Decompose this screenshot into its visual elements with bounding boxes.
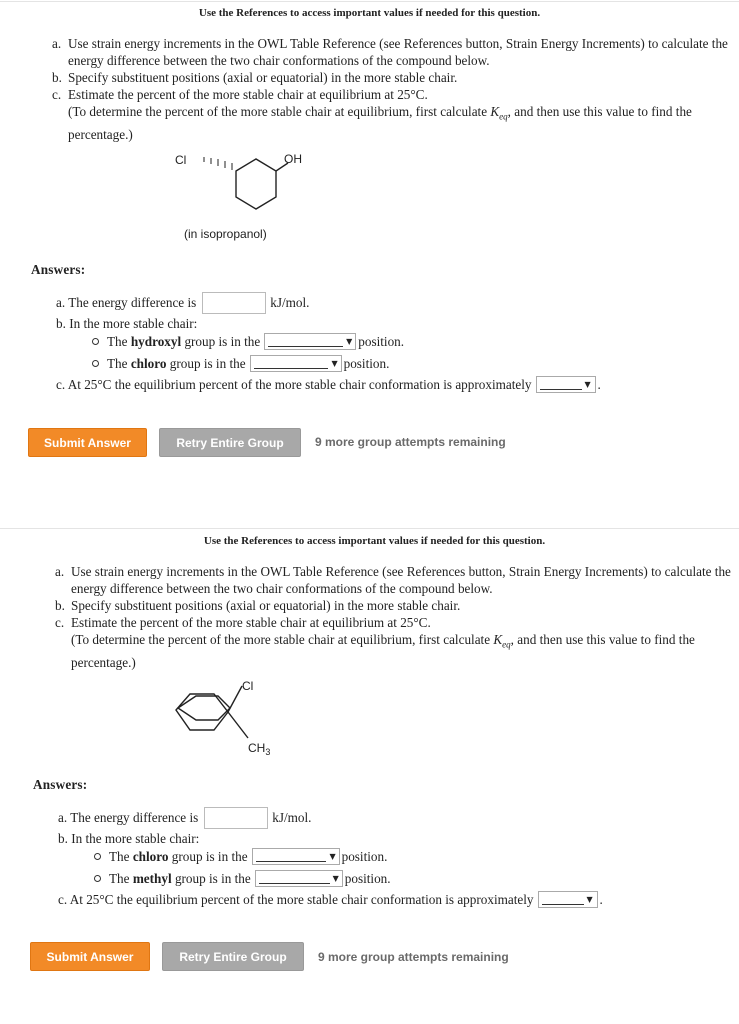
instruction-c-text: Estimate the percent of the more stable chair at equilibrium at 25°C. <box>71 615 431 630</box>
b1-mid: group is in the <box>171 848 248 864</box>
attempts-remaining: 9 more group attempts remaining <box>315 435 506 449</box>
note-post: , and then use this value to find the percentage.) <box>68 104 692 142</box>
answer-b-line-2 <box>58 831 199 847</box>
dropdown-arrow-icon: ▼ <box>584 380 591 389</box>
hydroxyl-label: OH <box>284 152 302 166</box>
chloro-position-select[interactable] <box>252 848 340 865</box>
answer-a-line-1 <box>56 292 309 314</box>
instruction-a-label: a. <box>55 564 65 579</box>
k-symbol: K <box>493 632 503 647</box>
answer-c-line-1 <box>56 376 601 393</box>
note-post: , and then use this value to find the percentage.) <box>71 632 695 670</box>
answer-b-prompt: b. In the more stable chair: <box>58 831 200 846</box>
instruction-b-label: b. <box>52 70 62 85</box>
answer-a-prompt: a. The energy difference is <box>56 295 197 310</box>
equilibrium-percent-select[interactable] <box>538 891 598 908</box>
dropdown-arrow-icon: ▼ <box>329 852 336 861</box>
answer-b1-line-1 <box>92 333 404 350</box>
b1-pre: The <box>109 848 130 864</box>
energy-difference-input[interactable] <box>204 807 268 829</box>
chloro-position-select[interactable] <box>250 355 342 372</box>
molecule-2-ring <box>170 672 290 762</box>
instruction-b-text: Specify substituent positions (axial or equatorial) in the more stable chair. <box>68 70 458 85</box>
b2-post: position. <box>344 870 391 886</box>
unit-label: kJ/mol. <box>272 810 312 825</box>
answer-c-line-2 <box>58 891 603 908</box>
b2-post: position. <box>343 355 390 371</box>
dropdown-arrow-icon: ▼ <box>346 337 353 346</box>
b2-pre: The <box>109 870 130 886</box>
question-1-header: Use the References to access important values if needed for this question. <box>198 7 541 19</box>
instruction-c-note <box>55 631 735 671</box>
b1-post: position. <box>358 333 405 349</box>
chloro-group-label: chloro <box>132 848 169 864</box>
b1-pre: The <box>107 333 128 349</box>
instruction-c-label: c. <box>55 615 65 630</box>
equilibrium-percent-select[interactable] <box>536 376 596 393</box>
methyl-label: $CH_3$ <box>248 741 271 757</box>
note-pre: (To determine the percent of the more stable chair at equilibrium, first calculate <box>71 632 494 647</box>
answers-title-1: Answers: <box>31 262 86 277</box>
k-subscript: eq <box>502 639 511 650</box>
top-divider <box>0 1 739 2</box>
b2-mid: group is in the <box>169 355 246 371</box>
answer-b-prompt: b. In the more stable chair: <box>56 316 198 331</box>
bullet-icon <box>92 360 99 367</box>
solvent-caption: (in isopropanol) <box>184 227 267 241</box>
b2-mid: group is in the <box>174 870 251 886</box>
retry-entire-group-button[interactable]: Retry Entire Group <box>159 428 301 457</box>
answer-a-prompt: a. The energy difference is <box>58 810 199 825</box>
bond-to-cl <box>228 686 242 712</box>
cyclohexane-ring <box>236 159 276 209</box>
submit-answer-button[interactable]: Submit Answer <box>30 942 150 971</box>
answer-a-line-2 <box>58 807 311 829</box>
instruction-b-text: Specify substituent positions (axial or equatorial) in the more stable chair. <box>71 598 461 613</box>
dropdown-arrow-icon: ▼ <box>586 895 593 904</box>
question-1-instructions <box>52 35 732 143</box>
period: . <box>599 891 603 907</box>
answer-b-line-1 <box>56 316 197 332</box>
instruction-c-label: c. <box>52 87 62 102</box>
methyl-position-select[interactable] <box>255 870 343 887</box>
answer-b1-line-2 <box>94 848 387 865</box>
attempts-remaining: 9 more group attempts remaining <box>318 950 509 964</box>
answers-title-2: Answers: <box>33 777 88 792</box>
instruction-c-text: Estimate the percent of the more stable chair at equilibrium at 25°C. <box>68 87 428 102</box>
chlorine-label: Cl <box>242 679 254 693</box>
b2-pre: The <box>107 355 128 371</box>
chloro-group-label: chloro <box>130 355 167 371</box>
retry-entire-group-button[interactable]: Retry Entire Group <box>162 942 304 971</box>
k-subscript: eq <box>499 111 508 122</box>
answer-b2-line-2 <box>94 870 391 887</box>
question-divider <box>0 528 739 529</box>
instruction-a-text: Use strain energy increments in the OWL Table Reference (see References button, Strain Energy Increments) to calculate the energy difference between the two chair conformations of the compound below. <box>71 564 731 596</box>
instruction-c-note <box>52 103 732 143</box>
submit-answer-button[interactable]: Submit Answer <box>28 428 147 457</box>
energy-difference-input[interactable] <box>202 292 266 314</box>
bullet-icon <box>92 338 99 345</box>
b1-mid: group is in the <box>184 333 261 349</box>
bullet-icon <box>94 853 101 860</box>
hydroxyl-position-select[interactable] <box>264 333 356 350</box>
chlorine-label: Cl <box>175 153 187 167</box>
bond-to-ch3 <box>228 712 248 738</box>
methyl-group-label: methyl <box>132 870 172 886</box>
answer-b2-line-1 <box>92 355 389 372</box>
bullet-icon <box>94 875 101 882</box>
question-2-instructions <box>55 563 735 671</box>
dropdown-arrow-icon: ▼ <box>331 359 338 368</box>
unit-label: kJ/mol. <box>270 295 310 310</box>
hydroxyl-group-label: hydroxyl <box>130 333 182 349</box>
period: . <box>597 376 601 392</box>
instruction-a-text: Use strain energy increments in the OWL Table Reference (see References button, Strain Energy Increments) to calculate the energy difference between the two chair conformations of the compound below. <box>68 36 728 68</box>
dropdown-arrow-icon: ▼ <box>332 874 339 883</box>
answer-c-prompt: c. At 25°C the equilibrium percent of the more stable chair conformation is approximately <box>56 376 532 392</box>
molecule-1-structure <box>160 145 340 240</box>
k-symbol: K <box>490 104 500 119</box>
hashed-wedge-cl <box>204 157 232 170</box>
note-pre: (To determine the percent of the more stable chair at equilibrium, first calculate <box>68 104 491 119</box>
instruction-a-label: a. <box>52 36 62 51</box>
b1-post: position. <box>341 848 388 864</box>
answer-c-prompt: c. At 25°C the equilibrium percent of the more stable chair conformation is approximately <box>58 891 534 907</box>
instruction-b-label: b. <box>55 598 65 613</box>
question-2-header: Use the References to access important values if needed for this question. <box>203 535 546 547</box>
